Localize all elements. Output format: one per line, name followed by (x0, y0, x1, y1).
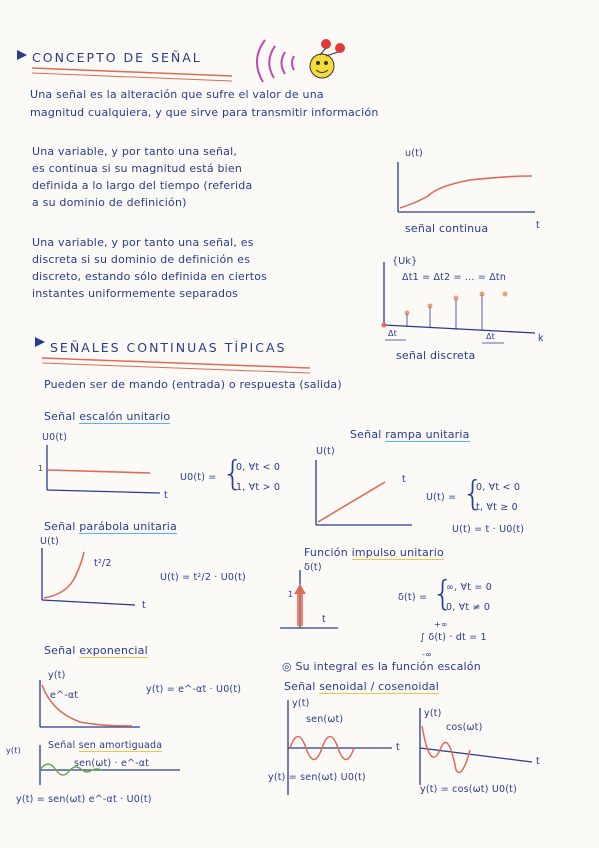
section-title: SEÑALES CONTINUAS TÍPICAS (50, 340, 287, 355)
axis-label: t (142, 600, 146, 611)
axis-label: k (538, 333, 544, 344)
axis-label: t (164, 490, 168, 501)
integral-limit: +∞ (434, 620, 448, 629)
signal-title: Señal sen amortiguada (48, 740, 163, 751)
formula: y(t) = sen(ωt) U0(t) (268, 772, 366, 783)
note-bullet: ◎ (282, 660, 296, 673)
signal-title: Función impulso unitario (304, 546, 444, 559)
graph-parabola (42, 548, 135, 605)
graph-impulso (280, 570, 338, 628)
curve-label: sen(ωt) (306, 714, 344, 725)
formula: U(t) = t · U0(t) (452, 524, 525, 535)
graph-rampa (316, 460, 412, 525)
formula: δ(t) = (398, 592, 428, 603)
graph-caption: señal continua (405, 222, 489, 235)
axis-label: U0(t) (42, 432, 68, 443)
axis-label: u(t) (405, 148, 423, 159)
axis-label: y(t) (48, 670, 66, 681)
curve-label: t²/2 (94, 558, 112, 569)
section-intro: Pueden ser de mando (entrada) o respuesta (salida) (44, 378, 342, 391)
formula: U0(t) = (180, 472, 217, 483)
formula: U(t) = (426, 492, 457, 503)
formula-case: 0, ∀t < 0 (476, 482, 521, 493)
discreta-text: Una variable, y por tanto una señal, es (32, 236, 254, 249)
graph-caption: señal discreta (396, 349, 476, 362)
axis-label: t (402, 474, 406, 485)
curve-label: e^-αt (50, 690, 79, 701)
formula-case: 0, ∀t ≠ 0 (446, 602, 491, 613)
formula: y(t) = sen(ωt) e^-αt · U0(t) (16, 794, 152, 805)
formula-case: 0, ∀t < 0 (236, 462, 281, 473)
section-arrow-icon (35, 337, 45, 347)
discreta-text: discreta si su dominio de definición es (32, 253, 251, 266)
axis-label: U(t) (40, 536, 59, 547)
signal-title: Señal parábola unitaria (44, 520, 177, 533)
formula: y(t) = cos(ωt) U0(t) (420, 784, 517, 795)
discreta-text: instantes uniformemente separados (32, 287, 239, 300)
continua-text: es continua si su magnitud está bien (32, 162, 243, 175)
formula: y(t) = e^-αt · U0(t) (146, 684, 242, 695)
formula-case: t, ∀t ≥ 0 (476, 502, 518, 513)
signal-title: Señal rampa unitaria (350, 428, 470, 441)
curve-label: sen(ωt) · e^-αt (74, 758, 150, 769)
continua-text: definida a lo largo del tiempo (referida (32, 179, 253, 192)
dt-label: Δt (486, 332, 496, 341)
graph-continua (398, 162, 535, 212)
definition-line: Una señal es la alteración que sufre el valor de una (30, 88, 324, 101)
axis-label: t (536, 756, 540, 767)
brace: { (222, 454, 244, 494)
formula-case: ∞, ∀t = 0 (446, 582, 493, 593)
mascot-icon (257, 39, 345, 82)
continua-text: a su dominio de definición) (32, 196, 187, 209)
axis-label: y(t) (424, 708, 442, 719)
axis-label: t (536, 220, 540, 231)
signal-title: Señal exponencial (44, 644, 148, 657)
dt-label: Δt (388, 329, 398, 338)
graph-coseno (420, 708, 532, 785)
axis-label: {Uk} (392, 256, 418, 267)
graph-escalon (47, 445, 160, 493)
graph-exponencial (40, 680, 140, 727)
axis-label: t (322, 614, 326, 625)
brace: { (462, 474, 484, 514)
brace: { (432, 574, 454, 614)
delta-label: Δt1 = Δt2 = ... = Δtn (402, 272, 507, 283)
tick-label: 1 (38, 464, 44, 473)
curve-label: cos(ωt) (446, 722, 483, 733)
formula-case: 1, ∀t > 0 (236, 482, 281, 493)
axis-label: U(t) (316, 446, 335, 457)
axis-label: y(t) (6, 746, 21, 755)
axis-label: δ(t) (304, 562, 322, 573)
definition-line: magnitud cualquiera, y que sirve para transmitir información (30, 106, 379, 119)
integral-limit: -∞ (422, 650, 432, 659)
section-arrow-icon (17, 50, 27, 60)
signal-title: Señal escalón unitario (44, 410, 171, 423)
tick-label: 1 (288, 590, 294, 599)
discreta-text: discreto, estando sólo definida en ciertos (32, 270, 268, 283)
formula: ∫ δ(t) · dt = 1 (420, 632, 487, 643)
formula: U(t) = t²/2 · U0(t) (160, 572, 246, 583)
continua-text: Una variable, y por tanto una señal, (32, 145, 238, 158)
note: ◎ Su integral es la función escalón (282, 660, 481, 673)
section-title: CONCEPTO DE SEÑAL (32, 50, 202, 65)
signal-title: Señal senoidal / cosenoidal (284, 680, 439, 693)
axis-label: y(t) (292, 698, 310, 709)
axis-label: t (396, 742, 400, 753)
